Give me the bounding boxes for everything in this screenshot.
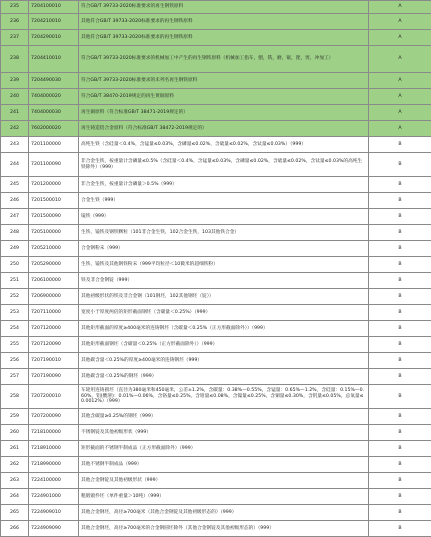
category-code: B xyxy=(369,225,431,241)
table-row xyxy=(1,505,431,521)
table-row xyxy=(1,257,431,273)
table-row xyxy=(1,321,431,337)
category-code: B xyxy=(369,505,431,521)
row-index: 239 xyxy=(1,73,29,89)
row-index: 256 xyxy=(1,353,29,369)
category-code: B xyxy=(369,473,431,489)
row-index: 263 xyxy=(1,473,29,489)
category-code: A xyxy=(369,121,431,137)
row-index: 254 xyxy=(1,321,29,337)
row-index: 247 xyxy=(1,209,29,225)
hs-code: 7218100000 xyxy=(29,425,79,441)
table-row xyxy=(1,457,431,473)
hs-code: 7204290010 xyxy=(29,30,79,46)
category-code: B xyxy=(369,193,431,209)
category-code: B xyxy=(369,385,431,409)
hs-code: 7207120090 xyxy=(29,337,79,353)
row-index: 250 xyxy=(1,257,29,273)
category-code: B xyxy=(369,137,431,153)
category-code: B xyxy=(369,289,431,305)
category-code: B xyxy=(369,257,431,273)
item-description: 镜铁（999） xyxy=(79,209,369,225)
hs-code: 7204210010 xyxy=(29,14,79,30)
category-code: B xyxy=(369,409,431,425)
row-index: 243 xyxy=(1,137,29,153)
hs-code: 7205290000 xyxy=(29,257,79,273)
table-row xyxy=(1,305,431,321)
row-index: 252 xyxy=(1,289,29,305)
category-code: B xyxy=(369,353,431,369)
category-code: B xyxy=(369,209,431,225)
category-code: B xyxy=(369,489,431,505)
category-code: A xyxy=(369,14,431,30)
category-code: B xyxy=(369,273,431,289)
hs-code: 7201100090 xyxy=(29,153,79,177)
table-row xyxy=(1,121,431,137)
row-index: 262 xyxy=(1,457,29,473)
row-index: 235 xyxy=(1,1,29,14)
hs-code: 7206100000 xyxy=(29,273,79,289)
table-row xyxy=(1,409,431,425)
item-description: 矩形截面的不锈钢半制成品（正方形截面除外）（999） xyxy=(79,441,369,457)
table-row xyxy=(1,177,431,193)
row-index: 257 xyxy=(1,369,29,385)
table-row xyxy=(1,241,431,257)
row-index: 260 xyxy=(1,425,29,441)
row-index: 240 xyxy=(1,89,29,105)
category-code: A xyxy=(369,73,431,89)
category-code: B xyxy=(369,241,431,257)
row-index: 261 xyxy=(1,441,29,457)
row-index: 253 xyxy=(1,305,29,321)
item-description: 其他符合GB/T 39733-2020标准要求的再生钢铁原料 xyxy=(79,14,369,30)
table-body xyxy=(1,1,431,537)
table-row xyxy=(1,225,431,241)
hs-code: 7224909090 xyxy=(29,521,79,537)
table-row xyxy=(1,137,431,153)
table-row xyxy=(1,521,431,537)
hs-code: 7218910000 xyxy=(29,441,79,457)
table-row xyxy=(1,273,431,289)
table-row xyxy=(1,89,431,105)
category-code: B xyxy=(369,441,431,457)
hs-code: 7201500090 xyxy=(29,209,79,225)
category-code: B xyxy=(369,369,431,385)
hs-code: 7207110000 xyxy=(29,305,79,321)
table-row xyxy=(1,209,431,225)
item-description: 其他合金钢锭及其他初级形状（999） xyxy=(79,473,369,489)
item-description: 其他符合GB/T 39733-2020标准要求的再生钢铁原料 xyxy=(79,30,369,46)
table-row xyxy=(1,473,431,489)
item-description: 铁及非合金钢锭（999） xyxy=(79,273,369,289)
item-description: 非合金生铁，按重量计含磷量≤0.5%（含硅量＜0.4%，含锰量≤0.03%，含磷量≤0.02%，含硫量≤0.02%，含钛量≤0.03%的高纯生铁除外）（999） xyxy=(79,153,369,177)
item-description: 再生铜原料（符合标准GB/T 38471-2019规定的） xyxy=(79,105,369,121)
item-description: 高纯生铁（含硅量＜0.4%，含锰量≤0.03%，含磷量≤0.02%，含硫量≤0.02%，含钛量≤0.03%）（999） xyxy=(79,137,369,153)
table-row xyxy=(1,30,431,46)
category-code: A xyxy=(369,105,431,121)
hs-code: 7207200010 xyxy=(29,385,79,409)
row-index: 249 xyxy=(1,241,29,257)
item-description: 其他矩形截面的厚度≥400毫米的连铸钢坯（含碳量＜0.25%（正方形截面除外））（999） xyxy=(79,321,369,337)
item-description: 不锈钢锭及其他初级形状（999） xyxy=(79,425,369,441)
row-index: 244 xyxy=(1,153,29,177)
row-index: 236 xyxy=(1,14,29,30)
hs-code: 7404000030 xyxy=(29,105,79,121)
category-code: B xyxy=(369,521,431,537)
table-row xyxy=(1,289,431,305)
hs-code: 7602000020 xyxy=(29,121,79,137)
hs-code: 7404000020 xyxy=(29,89,79,105)
item-description: 其他含碳量≥0.25%的钢坯（999） xyxy=(79,409,369,425)
item-description: 符合GB/T 39733-2020标准要求的未列名再生钢铁原料 xyxy=(79,73,369,89)
hs-code: 7201200000 xyxy=(29,177,79,193)
table-row xyxy=(1,369,431,385)
category-code: A xyxy=(369,46,431,73)
hs-code: 7224901000 xyxy=(29,489,79,505)
table-row xyxy=(1,193,431,209)
row-index: 264 xyxy=(1,489,29,505)
hs-code: 7205100000 xyxy=(29,225,79,241)
row-index: 251 xyxy=(1,273,29,289)
item-description: 车轮用连铸圆坯（直径为380毫米和450毫米，公差±1.2%，含碳量：0.38%—0.55%，含锰量：0.65%—1.2%，含硅量：0.15%—0.60%，铝(酸溶)：0.01%—0.06%，含铬量≤0.25%，含钼量≤0.08%，含镍量≤0.25%，含铜量≤0.30%，含钒量≤0.05%，总氧量≤0.0012%）（999） xyxy=(79,385,369,409)
item-description: 其他碳含量＜0.25%的钢坯（999） xyxy=(79,369,369,385)
item-description: 非合金生铁，按重量计含磷量＞0.5%（999） xyxy=(79,177,369,193)
item-description: 合金生铁（999） xyxy=(79,193,369,209)
row-index: 246 xyxy=(1,193,29,209)
item-description: 生铁、镜铁及钢铁颗粒（101非合金生铁，102合金生铁，103其他铁合金） xyxy=(79,225,369,241)
row-index: 241 xyxy=(1,105,29,121)
row-index: 265 xyxy=(1,505,29,521)
table-row xyxy=(1,1,431,14)
item-description: 宽度小于厚度两倍的矩形截面钢坯（含碳量＜0.25%）（999） xyxy=(79,305,369,321)
category-code: B xyxy=(369,457,431,473)
row-index: 248 xyxy=(1,225,29,241)
hs-code: 7224100000 xyxy=(29,473,79,489)
table-row xyxy=(1,14,431,30)
table-row xyxy=(1,425,431,441)
category-code: A xyxy=(369,1,431,14)
row-index: 242 xyxy=(1,121,29,137)
item-description: 再生铸造铝合金原料（符合标准GB/T 38472-2019规定的） xyxy=(79,121,369,137)
item-description: 其他合金钢坯，高径≥700毫米的合金钢圆坯除外（其他合金钢锭及其他初级形态的）（999） xyxy=(79,521,369,537)
table-row xyxy=(1,73,431,89)
hs-code: 7204410010 xyxy=(29,46,79,73)
category-code: B xyxy=(369,337,431,353)
row-index: 245 xyxy=(1,177,29,193)
hs-code: 7207200090 xyxy=(29,409,79,425)
hs-code: 7205210000 xyxy=(29,241,79,257)
table-row xyxy=(1,353,431,369)
hs-code: 7207190010 xyxy=(29,353,79,369)
table-row xyxy=(1,337,431,353)
hs-code: 7201500010 xyxy=(29,193,79,209)
table-row xyxy=(1,385,431,409)
row-index: 259 xyxy=(1,409,29,425)
hs-code: 7207120000 xyxy=(29,321,79,337)
item-description: 其他合金钢坯，高径≥700毫米（其他合金钢锭及其他初级形态的）（999） xyxy=(79,505,369,521)
category-code: B xyxy=(369,153,431,177)
row-index: 266 xyxy=(1,521,29,537)
hs-code: 7206900000 xyxy=(29,289,79,305)
item-description: 合金钢粉末（999） xyxy=(79,241,369,257)
item-description: 粗锻锻件坯（单件重量＞10吨）（999） xyxy=(79,489,369,505)
category-code: B xyxy=(369,425,431,441)
category-code: B xyxy=(369,321,431,337)
table-row xyxy=(1,105,431,121)
row-index: 237 xyxy=(1,30,29,46)
item-description: 其他不锈钢半制成品（999） xyxy=(79,457,369,473)
row-index: 238 xyxy=(1,46,29,73)
hs-code: 7207190090 xyxy=(29,369,79,385)
table-row xyxy=(1,46,431,73)
table-row xyxy=(1,489,431,505)
hs-code: 7224909010 xyxy=(29,505,79,521)
table-row xyxy=(1,441,431,457)
hs-code: 7204490030 xyxy=(29,73,79,89)
item-description: 符合GB/T 39733-2020标准要求的再生钢铁原料 xyxy=(79,1,369,14)
item-description: 其他矩形截面钢坯（含碳量＜0.25%（正方形截面除外））（999） xyxy=(79,337,369,353)
hs-code: 7204100010 xyxy=(29,1,79,14)
row-index: 258 xyxy=(1,385,29,409)
item-description: 符合GB/T 39733-2020标准要求的机械加工中产生的再生钢铁原料（机械加工指车，刨，铣，磨，锯，锉，剪，冲加工） xyxy=(79,46,369,73)
hs-code: 7218990000 xyxy=(29,457,79,473)
table-row xyxy=(1,153,431,177)
category-code: B xyxy=(369,177,431,193)
category-code: B xyxy=(369,305,431,321)
item-description: 其他初级形状的铁及非合金钢（101钢坯，102其他钢坯（锭）） xyxy=(79,289,369,305)
item-description: 其他碳含量＜0.25%的厚度≥400毫米的连铸钢坯（999） xyxy=(79,353,369,369)
item-description: 生铁、镜铁及其他钢铁粉末（999平均粒径＜10微米的超细铁粉） xyxy=(79,257,369,273)
category-code: A xyxy=(369,30,431,46)
category-code: A xyxy=(369,89,431,105)
item-description: 符合GB/T 38470-2019规定的再生黄铜原料 xyxy=(79,89,369,105)
row-index: 255 xyxy=(1,337,29,353)
hs-code: 7201100000 xyxy=(29,137,79,153)
